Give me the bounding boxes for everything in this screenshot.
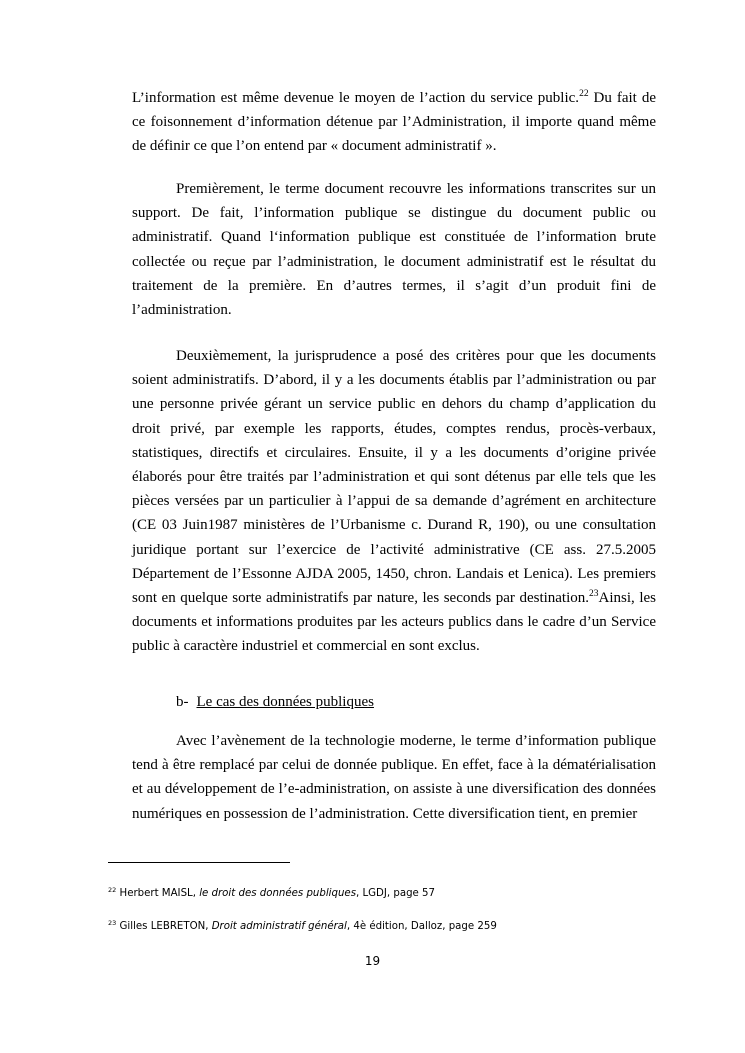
footnote-23: $^{23}$ Gilles LEBRETON, Droit administratif général, 4è édition, Dalloz, page 259	[108, 919, 497, 932]
footnote-separator	[108, 862, 290, 863]
paragraph-intro: L’information est même devenue le moyen de l’action du service public.$^{22}$ Du fait de ce foisonnement d’information détenue par l’Administration, il importe quand même de définir ce que l’on entend par « document administratif ».	[132, 89, 656, 155]
paragraph-premierement: Premièrement, le terme document recouvre les informations transcrites sur un support. De fait, l’information publique se distingue du document public ou administratif. Quand l‘information publique est constituée de l’information brute collectée ou reçue par l’administration, le document administratif est le résultat du traitement de la première. En d’autres termes, il s’agit d’un produit fini de l’administration.	[132, 181, 656, 319]
section-number: b-	[176, 694, 189, 710]
section-title: Le cas des données publiques	[196, 694, 374, 710]
page-number: 19	[364, 954, 381, 968]
paragraph-donnees-publiques: Avec l’avènement de la technologie moderne, le terme d’information publique tend à être remplacé par celui de donnée publique. En effet, face à la dématérialisation et au développement de l’e-administration, on assiste à une diversification des données numériques en possession de l’administration. Cette diversification tient, en premier	[132, 733, 656, 822]
footnote-ref-22[interactable]: 22	[579, 89, 589, 99]
footnote-22: $^{22}$ Herbert MAISL, le droit des données publiques, LGDJ, page 57	[108, 886, 436, 899]
section-heading	[176, 690, 374, 714]
paragraph-deuxiemement: Deuxièmement, la jurisprudence a posé des critères pour que les documents soient administratifs. D’abord, il y a les documents établis par l’administration ou par une personne privée gérant un service public en dehors du champ d’application du droit privé, par exemple les rapports, études, comptes rendus, procès-verbaux, statistiques, directifs et circulaires. Ensuite, il y a les documents d’origine privée élaborés pour être traités par l’administration et qui sont détenus par elle tels que les pièces versées par un particulier à l’appui de sa demande d’agrément en architecture (CE 03 Juin1987 ministères de l’Urbanisme c. Durand R, 190), ou une consultation juridique portant sur l’exercice de l’activité administrative (CE ass. 27.5.2005 Département de l’Essonne AJDA 2005, 1450, chron. Landais et Lenica). Les premiers sont en quelque sorte administratifs par nature, les seconds par destination.$^{23}$Ainsi, les documents et informations produites par les acteurs publics dans le cadre d’un Service public à caractère industriel et commercial en sont exclus.	[132, 348, 656, 655]
footnote-ref-23[interactable]: 23	[589, 589, 599, 600]
